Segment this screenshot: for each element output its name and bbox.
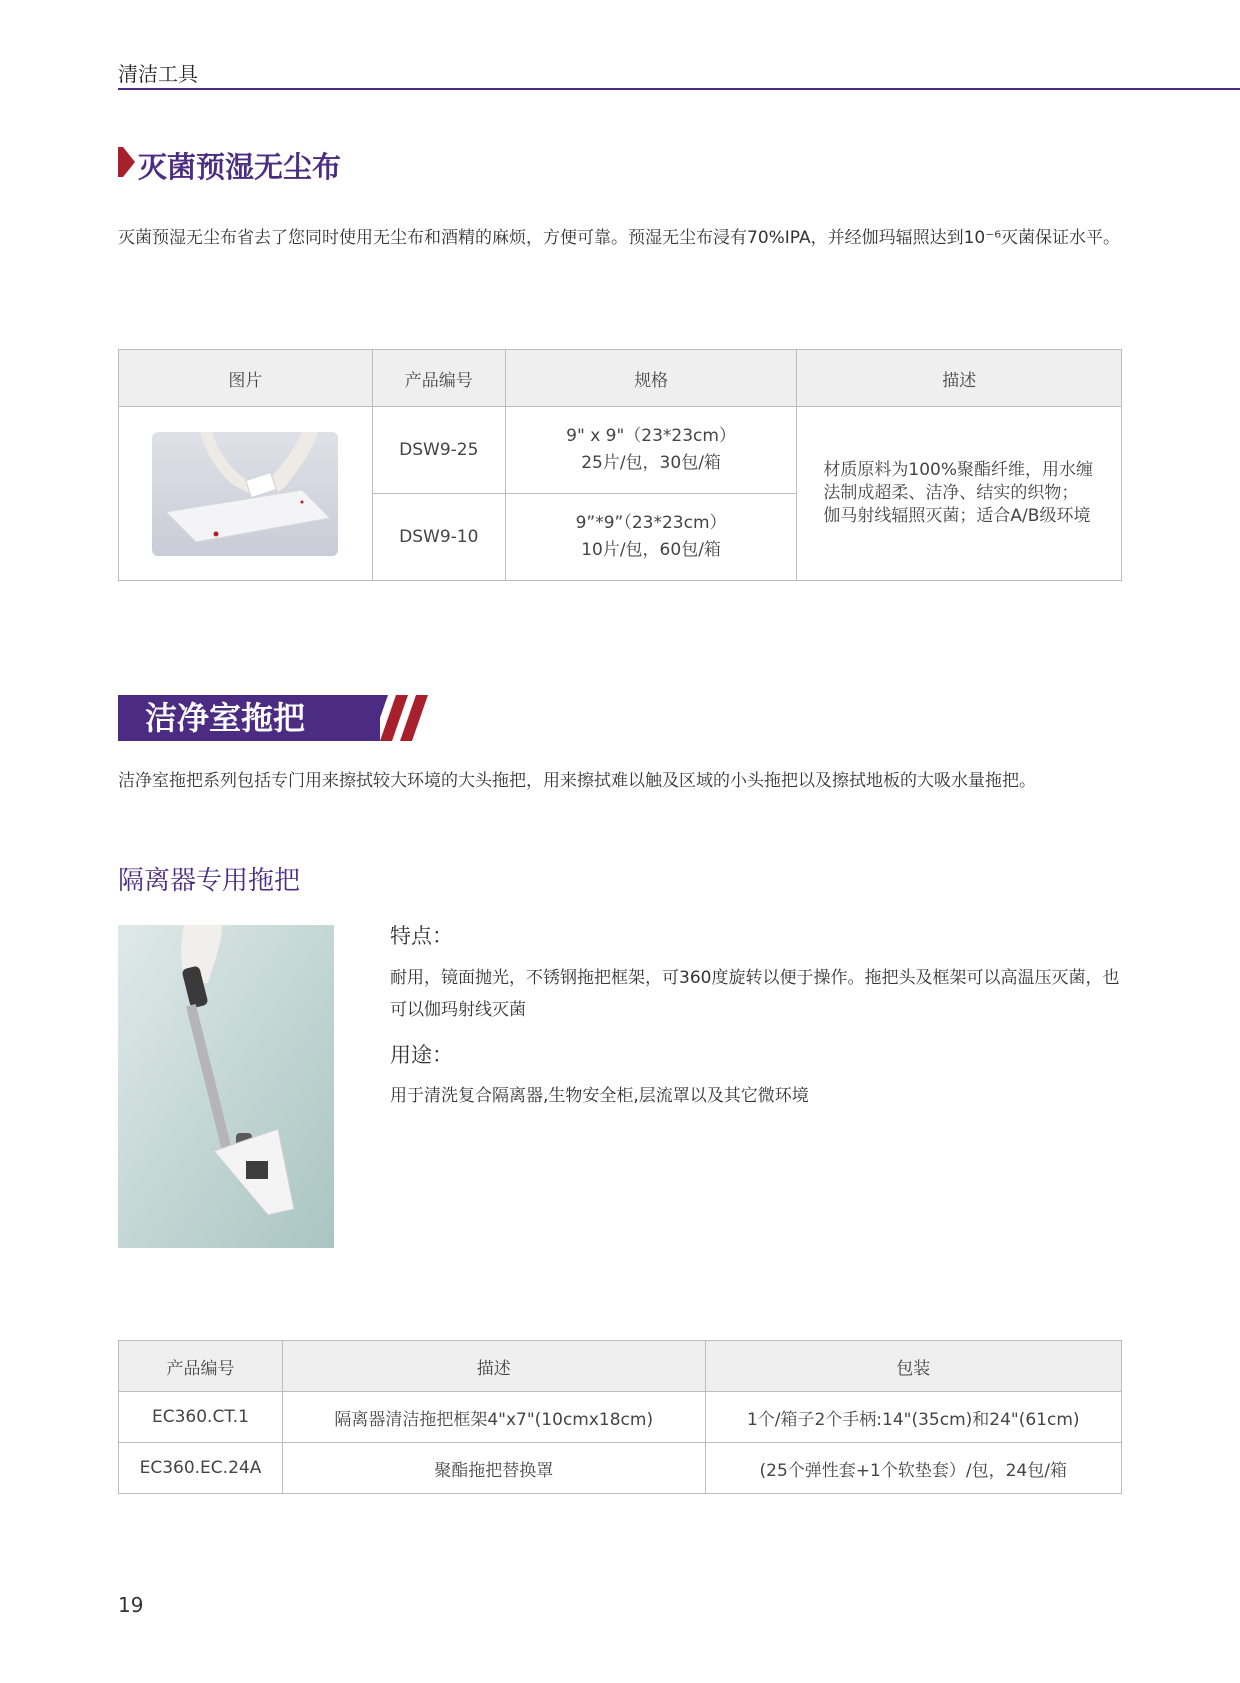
product-code-cell: DSW9-10 bbox=[372, 494, 505, 581]
section1-intro: 灭菌预湿无尘布省去了您同时使用无尘布和酒精的麻烦，方便可靠。预湿无尘布浸有70%IPA，并经伽玛辐照达到10⁻⁶灭菌保证水平。 bbox=[118, 228, 1121, 248]
product-code-cell: EC360.CT.1 bbox=[119, 1392, 283, 1443]
header-divider bbox=[118, 88, 1240, 90]
description-cell: 聚酯拖把替换罩 bbox=[282, 1443, 705, 1494]
section2-title: 洁净室拖把 bbox=[145, 699, 306, 737]
section-marker-arrow-icon bbox=[123, 147, 135, 177]
description-cell: 材质原料为100%聚酯纤维，用水缠法制成超柔、洁净、结实的织物；伽马射线辐照灭菌；适合A/B级环境 bbox=[797, 407, 1122, 581]
packaging-cell: (25个弹性套+1个软垫套）/包，24包/箱 bbox=[705, 1443, 1122, 1494]
table-header-cell: 产品编号 bbox=[119, 1341, 283, 1392]
table-header-cell: 图片 bbox=[119, 350, 373, 407]
table-header-cell: 产品编号 bbox=[372, 350, 505, 407]
table-header-cell: 描述 bbox=[282, 1341, 705, 1392]
table-header-cell: 规格 bbox=[505, 350, 797, 407]
usage-heading: 用途： bbox=[390, 1043, 453, 1067]
usage-text: 用于清洗复合隔离器,生物安全柜,层流罩以及其它微环境 bbox=[390, 1086, 809, 1106]
spec-size: 9”*9”（23*23cm） bbox=[575, 513, 727, 533]
spec-cell bbox=[505, 494, 797, 581]
table-header-row bbox=[119, 350, 1122, 407]
product-code-cell: DSW9-25 bbox=[372, 407, 505, 494]
spec-pack: 25片/包，30包/箱 bbox=[581, 453, 721, 473]
table-header-row bbox=[119, 1341, 1122, 1392]
mop-table bbox=[118, 1340, 1122, 1494]
features-heading: 特点： bbox=[390, 924, 453, 948]
table-header-cell: 描述 bbox=[797, 350, 1122, 407]
table-header-cell: 包装 bbox=[705, 1341, 1122, 1392]
product-code-cell: EC360.EC.24A bbox=[119, 1443, 283, 1494]
mop-product-image bbox=[118, 925, 334, 1248]
wipes-table bbox=[118, 349, 1122, 581]
table-row bbox=[119, 1392, 1122, 1443]
packaging-cell: 1个/箱子2个手柄:14"(35cm)和24"(61cm) bbox=[705, 1392, 1122, 1443]
table-row bbox=[119, 1443, 1122, 1494]
table-row bbox=[119, 407, 1122, 494]
product-photo-cell bbox=[119, 407, 373, 581]
banner-slash-icon bbox=[362, 695, 436, 741]
features-text: 耐用，镜面抛光，不锈钢拖把框架，可360度旋转以便于操作。拖把头及框架可以高温压灭菌，也可以伽玛射线灭菌 bbox=[390, 968, 1120, 1020]
section1-title: 灭菌预湿无尘布 bbox=[138, 150, 342, 184]
section2-intro: 洁净室拖把系列包括专门用来擦拭较大环境的大头拖把，用来擦拭难以触及区域的小头拖把以及擦拭地板的大吸水量拖把。 bbox=[118, 771, 1036, 791]
page-number: 19 bbox=[118, 1593, 144, 1617]
header-title: 清洁工具 bbox=[118, 62, 198, 86]
spec-size: 9" x 9"（23*23cm） bbox=[566, 426, 736, 446]
spec-cell bbox=[505, 407, 797, 494]
subsection-title: 隔离器专用拖把 bbox=[118, 866, 301, 896]
wipes-product-image bbox=[152, 432, 338, 556]
description-cell: 隔离器清洁拖把框架4"x7"(10cmx18cm) bbox=[282, 1392, 705, 1443]
spec-pack: 10片/包，60包/箱 bbox=[581, 540, 721, 560]
